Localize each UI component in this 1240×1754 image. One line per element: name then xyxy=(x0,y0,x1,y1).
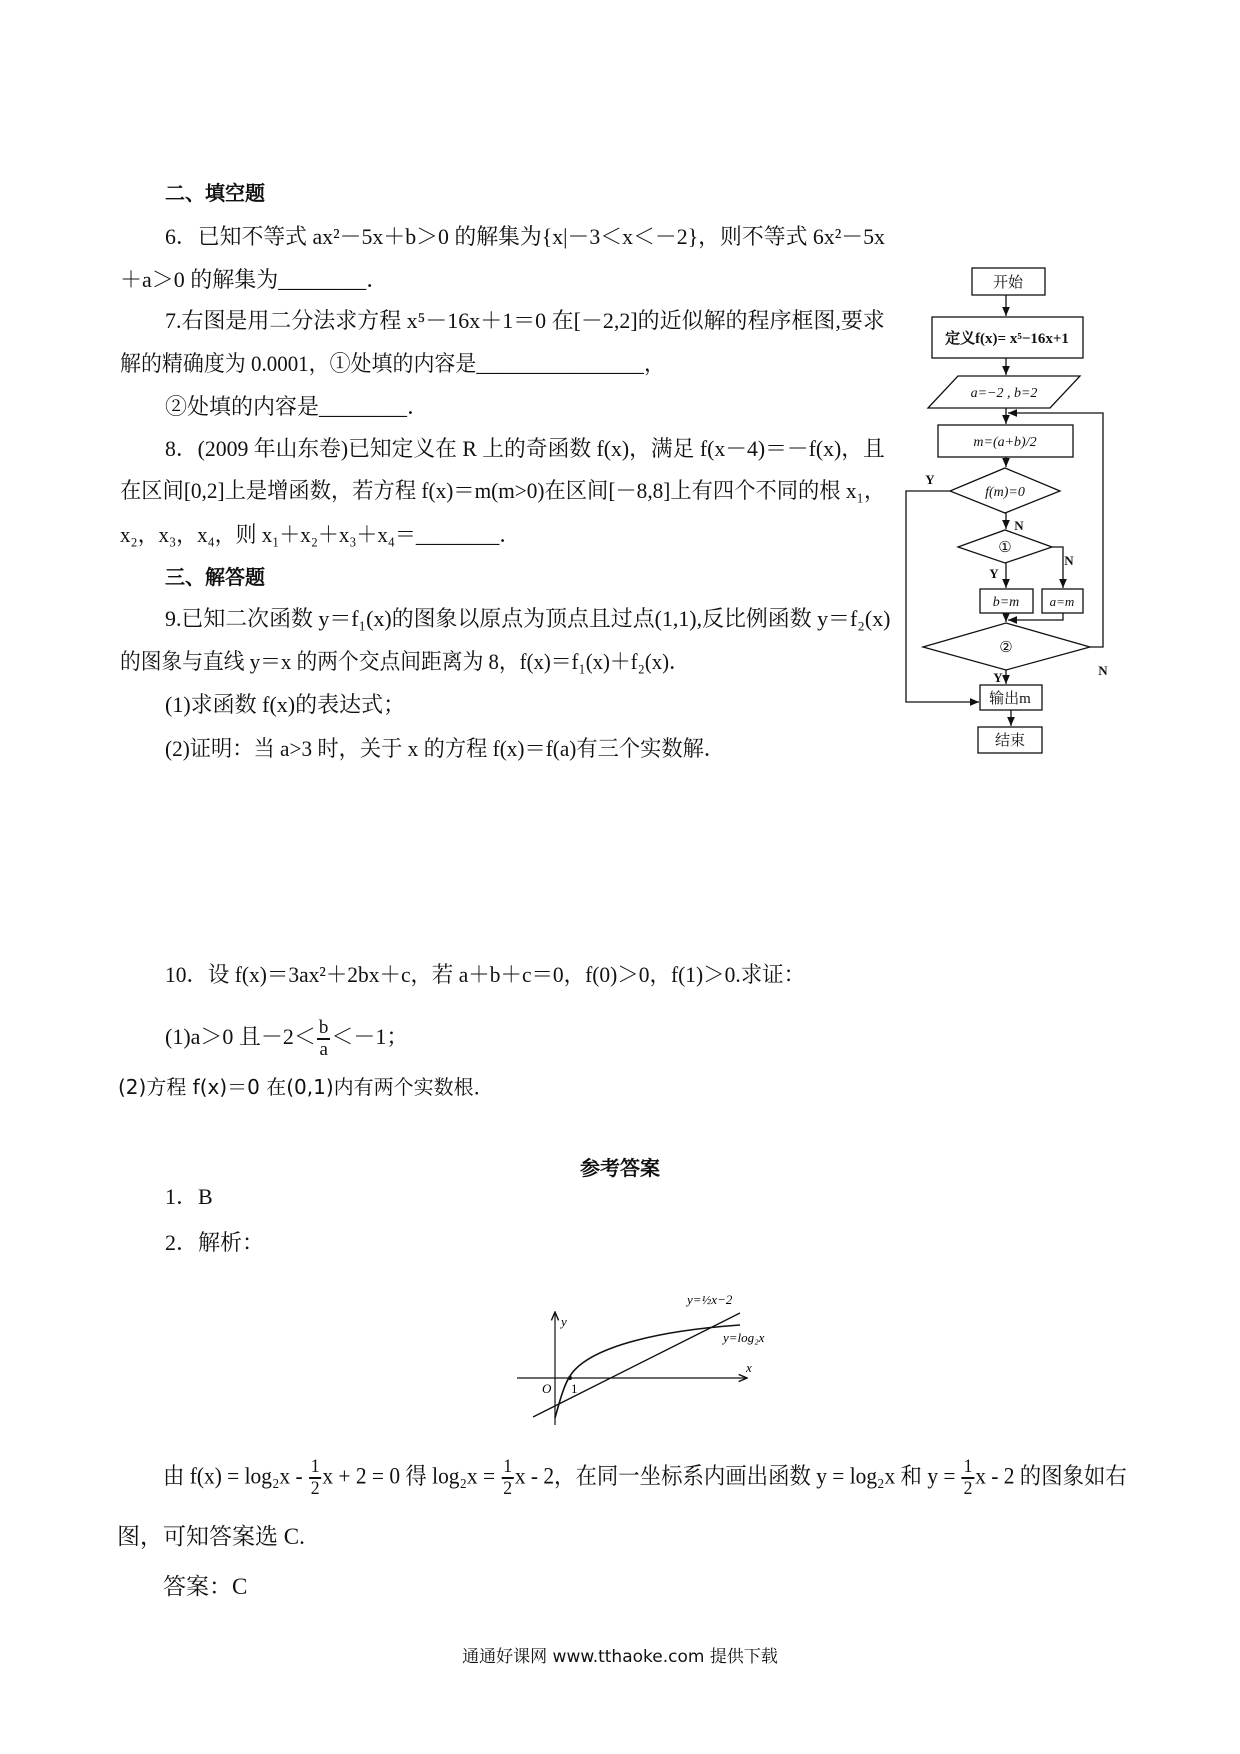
point-1 xyxy=(568,1376,572,1380)
q10-part1 xyxy=(165,1018,408,1060)
section-heading-fill-in: 二、填空题 xyxy=(165,181,265,205)
q7-line2: 解的精确度为 0.0001，①处填的内容是________________， xyxy=(120,351,666,376)
x-axis-label: x xyxy=(746,1360,752,1375)
section-heading-solve: 三、解答题 xyxy=(165,565,265,589)
expl-seg4: x - 2 的图象如右 xyxy=(975,1463,1127,1489)
fraction-denominator: 2 xyxy=(310,1478,320,1499)
explanation-line1 xyxy=(163,1457,1127,1499)
fraction-half xyxy=(501,1457,514,1499)
fraction-denominator: 2 xyxy=(963,1478,973,1499)
flowchart xyxy=(0,0,1240,800)
flow-no-3: N xyxy=(1098,663,1108,678)
q9-line2: 的图象与直线 y＝x 的两个交点间距离为 8，f(x)＝f₁(x)＋f₂(x)． xyxy=(120,649,690,674)
q6-line1: 6．已知不等式 ax²－5x＋b＞0 的解集为{x|－3＜x＜－2}，则不等式 6x²－5x xyxy=(165,224,885,249)
q10-line1: 10．设 f(x)＝3ax²＋2bx＋c，若 a＋b＋c＝0，f(0)＞0，f(1)＞0.求证： xyxy=(165,962,806,987)
fraction-numerator: b xyxy=(318,1017,329,1038)
flow-assign-b: b=m xyxy=(992,595,1020,610)
answer-2-title: 2．解析： xyxy=(165,1230,265,1255)
q10-part1-pre: (1)a＞0 且－2＜ xyxy=(165,1024,316,1050)
log-label: y=log₂x xyxy=(723,1330,765,1345)
flow-assign-a: a=m xyxy=(1049,594,1075,609)
function-graph xyxy=(500,1290,800,1435)
expl-seg1: 由 f(x) = log₂x - xyxy=(163,1463,308,1489)
answers-title: 参考答案 xyxy=(580,1156,660,1180)
fraction-numerator: 1 xyxy=(963,1456,973,1477)
q9-line1: 9.已知二次函数 y＝f₁(x)的图象以原点为顶点且过点(1,1),反比例函数 y＝f₂(x) xyxy=(165,606,891,631)
flow-cond1: f(m)=0 xyxy=(985,485,1025,500)
fraction-half xyxy=(309,1457,322,1499)
log2-curve xyxy=(555,1325,740,1418)
q8-line1: 8．(2009 年山东卷)已知定义在 R 上的奇函数 f(x)，满足 f(x－4)＝－f(x)，且 xyxy=(165,436,885,461)
flow-cond2: ① xyxy=(998,540,1012,556)
flow-yes-2: Y xyxy=(989,566,999,581)
q7-line3: ②处填的内容是________． xyxy=(165,394,430,419)
fraction-denominator: a xyxy=(319,1039,328,1060)
q10-part2: (2)方程 f(x)＝0 在(0,1)内有两个实数根． xyxy=(118,1075,494,1099)
q9-line3: (1)求函数 f(x)的表达式； xyxy=(165,692,406,717)
explanation-line2: 图，可知答案选 C. xyxy=(117,1524,305,1549)
flow-yes-1: Y xyxy=(925,472,935,487)
flow-define: 定义f(x)= x⁵−16x+1 xyxy=(945,331,1069,347)
fraction-numerator: 1 xyxy=(310,1456,320,1477)
y-axis-label: y xyxy=(561,1314,567,1329)
q7-line1: 7.右图是用二分法求方程 x⁵－16x＋1＝0 在[－2,2]的近似解的程序框图,要求 xyxy=(165,308,885,333)
footer-source: 通通好课网 www.tthaoke.com 提供下载 xyxy=(462,1647,778,1667)
answer-1: 1．B xyxy=(165,1184,213,1209)
expl-seg2: x + 2 = 0 得 log₂x = xyxy=(322,1463,501,1489)
flow-output: 输出m xyxy=(989,691,1031,707)
q6-line2: ＋a＞0 的解集为________． xyxy=(120,267,389,292)
flow-end: 结束 xyxy=(994,733,1026,749)
final-answer: 答案：C xyxy=(163,1574,248,1599)
fraction-numerator: 1 xyxy=(503,1456,513,1477)
tick-label-1: 1 xyxy=(571,1381,578,1396)
line-label: y=½x−2 xyxy=(687,1292,733,1307)
fraction-b-over-a xyxy=(317,1018,331,1060)
q10-part1-post: ＜－1； xyxy=(331,1024,409,1050)
flow-no-2: N xyxy=(1064,553,1074,568)
flow-init: a=−2 , b=2 xyxy=(970,386,1038,401)
q9-line4: (2)证明：当 a>3 时，关于 x 的方程 f(x)＝f(a)有三个实数解． xyxy=(165,736,726,761)
flow-mid: m=(a+b)/2 xyxy=(973,435,1037,450)
fraction-half xyxy=(962,1457,975,1499)
flow-yes-3: Y xyxy=(993,670,1003,685)
fraction-denominator: 2 xyxy=(503,1478,513,1499)
flow-start: 开始 xyxy=(992,275,1024,291)
flow-no-1: N xyxy=(1014,518,1024,533)
expl-seg3: x - 2，在同一坐标系内画出函数 y = log₂x 和 y = xyxy=(514,1463,961,1489)
q8-line2: 在区间[0,2]上是增函数，若方程 f(x)＝m(m>0)在区间[－8,8]上有四个不同的根 x₁， xyxy=(120,478,886,503)
origin-label: O xyxy=(542,1381,552,1396)
flow-cond3: ② xyxy=(999,640,1013,656)
q8-line3: x₂，x₃，x₄，则 x₁＋x₂＋x₃＋x₄＝________． xyxy=(120,522,521,547)
